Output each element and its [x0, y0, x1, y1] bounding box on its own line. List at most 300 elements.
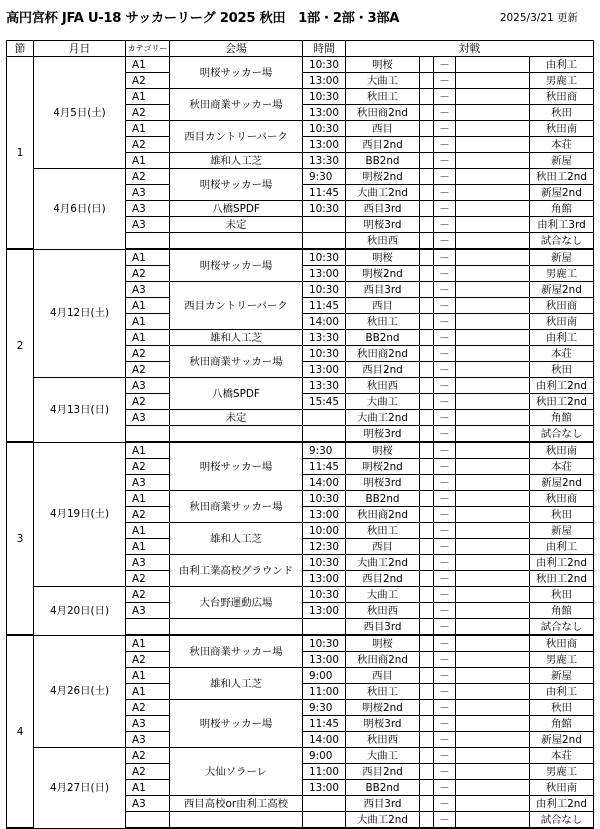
- versus-dash-cell: －: [434, 201, 456, 217]
- versus-dash-cell: －: [434, 282, 456, 298]
- venue-cell: 秋田商業サッカー場: [170, 346, 303, 378]
- versus-dash-cell: －: [434, 410, 456, 426]
- empty-cell: [456, 491, 530, 507]
- empty-cell: [456, 217, 530, 233]
- table-row: [7, 442, 594, 459]
- home-team-cell: 明桜: [346, 57, 420, 73]
- empty-cell: [420, 57, 434, 73]
- table-row: [7, 587, 594, 603]
- venue-cell: 西目高校or由利工高校: [170, 796, 303, 812]
- away-team-cell: 本荘: [530, 346, 594, 362]
- date-cell: 4月20日(日): [34, 587, 126, 636]
- versus-dash-cell: －: [434, 507, 456, 523]
- home-team-cell: 明桜: [346, 442, 420, 459]
- empty-cell: [420, 314, 434, 330]
- category-cell: A3: [126, 378, 170, 394]
- category-cell: A1: [126, 442, 170, 459]
- versus-dash-cell: －: [434, 587, 456, 603]
- versus-dash-cell: －: [434, 491, 456, 507]
- header-time: 時間: [303, 41, 346, 57]
- home-team-cell: 西目3rd: [346, 796, 420, 812]
- empty-cell: [456, 700, 530, 716]
- empty-cell: [420, 507, 434, 523]
- versus-dash-cell: －: [434, 442, 456, 459]
- table-row: [7, 249, 594, 266]
- empty-cell: [420, 217, 434, 233]
- section-cell: 4: [7, 635, 34, 828]
- venue-cell: 西目カントリーパーク: [170, 282, 303, 330]
- section-cell: 1: [7, 57, 34, 250]
- away-team-cell: 新屋: [530, 153, 594, 169]
- category-cell: A1: [126, 539, 170, 555]
- versus-dash-cell: －: [434, 684, 456, 700]
- away-team-cell: 新屋: [530, 249, 594, 266]
- venue-cell: 明桜サッカー場: [170, 249, 303, 282]
- empty-cell: [420, 684, 434, 700]
- category-cell: A3: [126, 716, 170, 732]
- empty-cell: [420, 796, 434, 812]
- home-team-cell: 明桜2nd: [346, 459, 420, 475]
- category-cell: A2: [126, 346, 170, 362]
- versus-dash-cell: －: [434, 603, 456, 619]
- away-team-cell: 秋田商: [530, 635, 594, 652]
- venue-cell: 大台野運動広場: [170, 587, 303, 619]
- venue-cell: 未定: [170, 410, 303, 426]
- versus-dash-cell: －: [434, 346, 456, 362]
- home-team-cell: 西目: [346, 298, 420, 314]
- versus-dash-cell: －: [434, 57, 456, 73]
- home-team-cell: BB2nd: [346, 330, 420, 346]
- time-cell: 9:00: [303, 668, 346, 684]
- category-cell: A1: [126, 491, 170, 507]
- home-team-cell: BB2nd: [346, 153, 420, 169]
- home-team-cell: 明桜3rd: [346, 426, 420, 443]
- versus-dash-cell: －: [434, 796, 456, 812]
- time-cell: 10:30: [303, 57, 346, 73]
- home-team-cell: 秋田商2nd: [346, 652, 420, 668]
- empty-cell: [420, 169, 434, 185]
- home-team-cell: 西目: [346, 668, 420, 684]
- empty-cell: [420, 700, 434, 716]
- category-cell: A1: [126, 57, 170, 73]
- away-team-cell: 秋田: [530, 587, 594, 603]
- away-team-cell: 本荘: [530, 459, 594, 475]
- venue-cell: 雄和人工芝: [170, 668, 303, 700]
- home-team-cell: 大曲工2nd: [346, 812, 420, 829]
- category-cell: A2: [126, 137, 170, 153]
- venue-cell: 雄和人工芝: [170, 330, 303, 346]
- venue-cell: [170, 812, 303, 829]
- time-cell: 9:30: [303, 442, 346, 459]
- empty-cell: [456, 780, 530, 796]
- away-team-cell: 秋田: [530, 700, 594, 716]
- time-cell: 10:00: [303, 523, 346, 539]
- category-cell: A2: [126, 362, 170, 378]
- venue-cell: [170, 619, 303, 636]
- away-team-cell: 秋田工2nd: [530, 571, 594, 587]
- versus-dash-cell: －: [434, 105, 456, 121]
- empty-cell: [456, 201, 530, 217]
- empty-cell: [420, 748, 434, 764]
- time-cell: 14:00: [303, 314, 346, 330]
- versus-dash-cell: －: [434, 314, 456, 330]
- empty-cell: [456, 249, 530, 266]
- empty-cell: [420, 652, 434, 668]
- time-cell: [303, 619, 346, 636]
- versus-dash-cell: －: [434, 732, 456, 748]
- away-team-cell: 試合なし: [530, 233, 594, 250]
- page-title: 高円宮杯 JFA U-18 サッカーリーグ 2025 秋田 1部・2部・3部A: [6, 11, 400, 26]
- home-team-cell: BB2nd: [346, 491, 420, 507]
- category-cell: A3: [126, 555, 170, 571]
- home-team-cell: 秋田工: [346, 523, 420, 539]
- empty-cell: [456, 603, 530, 619]
- empty-cell: [420, 346, 434, 362]
- empty-cell: [456, 73, 530, 89]
- empty-cell: [420, 121, 434, 137]
- time-cell: 10:30: [303, 89, 346, 105]
- home-team-cell: 西目2nd: [346, 137, 420, 153]
- time-cell: 11:45: [303, 716, 346, 732]
- empty-cell: [456, 105, 530, 121]
- empty-cell: [420, 442, 434, 459]
- venue-cell: 大仙ソラーレ: [170, 748, 303, 796]
- empty-cell: [420, 362, 434, 378]
- empty-cell: [420, 410, 434, 426]
- empty-cell: [420, 635, 434, 652]
- empty-cell: [420, 812, 434, 829]
- time-cell: 10:30: [303, 587, 346, 603]
- versus-dash-cell: －: [434, 555, 456, 571]
- empty-cell: [420, 475, 434, 491]
- category-cell: A2: [126, 652, 170, 668]
- home-team-cell: 大曲工2nd: [346, 185, 420, 201]
- home-team-cell: 西目2nd: [346, 571, 420, 587]
- empty-cell: [420, 266, 434, 282]
- time-cell: 10:30: [303, 121, 346, 137]
- category-cell: A2: [126, 507, 170, 523]
- home-team-cell: 秋田商2nd: [346, 346, 420, 362]
- empty-cell: [420, 603, 434, 619]
- time-cell: 11:00: [303, 764, 346, 780]
- versus-dash-cell: －: [434, 668, 456, 684]
- versus-dash-cell: －: [434, 233, 456, 250]
- time-cell: 10:30: [303, 201, 346, 217]
- versus-dash-cell: －: [434, 716, 456, 732]
- empty-cell: [456, 378, 530, 394]
- away-team-cell: 秋田: [530, 507, 594, 523]
- home-team-cell: 秋田西: [346, 603, 420, 619]
- versus-dash-cell: －: [434, 635, 456, 652]
- category-cell: A1: [126, 121, 170, 137]
- away-team-cell: 由利工: [530, 684, 594, 700]
- versus-dash-cell: －: [434, 764, 456, 780]
- date-cell: 4月19日(土): [34, 442, 126, 587]
- time-cell: 13:30: [303, 378, 346, 394]
- header-section: 節: [7, 41, 34, 57]
- away-team-cell: 角館: [530, 201, 594, 217]
- away-team-cell: 秋田商: [530, 89, 594, 105]
- header-date: 月日: [34, 41, 126, 57]
- away-team-cell: 男鹿工: [530, 266, 594, 282]
- empty-cell: [420, 89, 434, 105]
- category-cell: A1: [126, 89, 170, 105]
- versus-dash-cell: －: [434, 652, 456, 668]
- time-cell: 13:00: [303, 507, 346, 523]
- versus-dash-cell: －: [434, 298, 456, 314]
- home-team-cell: 秋田工: [346, 89, 420, 105]
- category-cell: [126, 619, 170, 636]
- category-cell: A2: [126, 266, 170, 282]
- versus-dash-cell: －: [434, 185, 456, 201]
- empty-cell: [420, 426, 434, 443]
- home-team-cell: 明桜: [346, 249, 420, 266]
- away-team-cell: 由利工3rd: [530, 217, 594, 233]
- venue-cell: 明桜サッカー場: [170, 442, 303, 491]
- time-cell: 11:45: [303, 459, 346, 475]
- away-team-cell: 秋田南: [530, 442, 594, 459]
- time-cell: 13:00: [303, 571, 346, 587]
- category-cell: A3: [126, 185, 170, 201]
- empty-cell: [456, 362, 530, 378]
- time-cell: 13:00: [303, 362, 346, 378]
- empty-cell: [456, 796, 530, 812]
- venue-cell: 秋田商業サッカー場: [170, 491, 303, 523]
- versus-dash-cell: －: [434, 330, 456, 346]
- away-team-cell: 由利工2nd: [530, 378, 594, 394]
- category-cell: A1: [126, 249, 170, 266]
- category-cell: A1: [126, 523, 170, 539]
- empty-cell: [456, 137, 530, 153]
- home-team-cell: 明桜: [346, 635, 420, 652]
- away-team-cell: 試合なし: [530, 426, 594, 443]
- time-cell: 12:30: [303, 539, 346, 555]
- time-cell: 10:30: [303, 491, 346, 507]
- versus-dash-cell: －: [434, 121, 456, 137]
- home-team-cell: 明桜2nd: [346, 169, 420, 185]
- home-team-cell: 秋田商2nd: [346, 507, 420, 523]
- home-team-cell: 西目3rd: [346, 201, 420, 217]
- category-cell: [126, 426, 170, 443]
- away-team-cell: 試合なし: [530, 812, 594, 829]
- venue-cell: 西目カントリーパーク: [170, 121, 303, 153]
- empty-cell: [456, 539, 530, 555]
- time-cell: 14:00: [303, 475, 346, 491]
- empty-cell: [456, 298, 530, 314]
- versus-dash-cell: －: [434, 137, 456, 153]
- empty-cell: [420, 137, 434, 153]
- home-team-cell: 西目: [346, 121, 420, 137]
- empty-cell: [456, 346, 530, 362]
- empty-cell: [456, 121, 530, 137]
- empty-cell: [456, 282, 530, 298]
- empty-cell: [456, 668, 530, 684]
- empty-cell: [456, 635, 530, 652]
- away-team-cell: 秋田南: [530, 314, 594, 330]
- time-cell: 13:30: [303, 330, 346, 346]
- empty-cell: [420, 491, 434, 507]
- empty-cell: [420, 330, 434, 346]
- away-team-cell: 試合なし: [530, 619, 594, 636]
- category-cell: A2: [126, 169, 170, 185]
- empty-cell: [456, 555, 530, 571]
- empty-cell: [456, 314, 530, 330]
- versus-dash-cell: －: [434, 475, 456, 491]
- empty-cell: [420, 282, 434, 298]
- empty-cell: [456, 185, 530, 201]
- empty-cell: [456, 716, 530, 732]
- away-team-cell: 秋田工2nd: [530, 394, 594, 410]
- versus-dash-cell: －: [434, 169, 456, 185]
- time-cell: [303, 217, 346, 233]
- away-team-cell: 由利工: [530, 57, 594, 73]
- empty-cell: [420, 764, 434, 780]
- empty-cell: [456, 764, 530, 780]
- empty-cell: [456, 459, 530, 475]
- section-cell: 2: [7, 249, 34, 442]
- time-cell: [303, 796, 346, 812]
- empty-cell: [420, 378, 434, 394]
- empty-cell: [456, 507, 530, 523]
- empty-cell: [420, 298, 434, 314]
- time-cell: 10:30: [303, 249, 346, 266]
- table-row: [7, 748, 594, 764]
- empty-cell: [456, 812, 530, 829]
- time-cell: 13:00: [303, 137, 346, 153]
- time-cell: 10:30: [303, 635, 346, 652]
- home-team-cell: 大曲工2nd: [346, 410, 420, 426]
- home-team-cell: 西目: [346, 539, 420, 555]
- versus-dash-cell: －: [434, 812, 456, 829]
- home-team-cell: 秋田工: [346, 314, 420, 330]
- time-cell: [303, 426, 346, 443]
- time-cell: 13:00: [303, 603, 346, 619]
- venue-cell: 秋田商業サッカー場: [170, 635, 303, 668]
- venue-cell: 雄和人工芝: [170, 523, 303, 555]
- empty-cell: [420, 539, 434, 555]
- empty-cell: [420, 523, 434, 539]
- empty-cell: [420, 153, 434, 169]
- schedule-body: [7, 57, 594, 829]
- table-row: [7, 169, 594, 185]
- category-cell: A3: [126, 201, 170, 217]
- empty-cell: [456, 619, 530, 636]
- empty-cell: [420, 732, 434, 748]
- empty-cell: [456, 410, 530, 426]
- away-team-cell: 新屋2nd: [530, 732, 594, 748]
- empty-cell: [420, 555, 434, 571]
- versus-dash-cell: －: [434, 153, 456, 169]
- time-cell: 10:30: [303, 282, 346, 298]
- venue-cell: 雄和人工芝: [170, 153, 303, 169]
- empty-cell: [420, 459, 434, 475]
- empty-cell: [456, 89, 530, 105]
- empty-cell: [420, 105, 434, 121]
- versus-dash-cell: －: [434, 362, 456, 378]
- time-cell: 9:00: [303, 748, 346, 764]
- away-team-cell: 秋田商: [530, 298, 594, 314]
- venue-cell: 明桜サッカー場: [170, 700, 303, 748]
- away-team-cell: 本荘: [530, 137, 594, 153]
- category-cell: [126, 812, 170, 829]
- venue-cell: 八橋SPDF: [170, 378, 303, 410]
- header-venue: 会場: [170, 41, 303, 57]
- table-row: [7, 378, 594, 394]
- away-team-cell: 新屋2nd: [530, 185, 594, 201]
- empty-cell: [456, 652, 530, 668]
- home-team-cell: 明桜2nd: [346, 266, 420, 282]
- empty-cell: [420, 716, 434, 732]
- away-team-cell: 由利工2nd: [530, 555, 594, 571]
- time-cell: 13:00: [303, 266, 346, 282]
- time-cell: 15:45: [303, 394, 346, 410]
- home-team-cell: 明桜3rd: [346, 716, 420, 732]
- home-team-cell: 明桜3rd: [346, 475, 420, 491]
- time-cell: [303, 233, 346, 250]
- time-cell: 10:30: [303, 555, 346, 571]
- time-cell: 13:00: [303, 73, 346, 89]
- away-team-cell: 角館: [530, 716, 594, 732]
- category-cell: A3: [126, 217, 170, 233]
- category-cell: A3: [126, 282, 170, 298]
- home-team-cell: 秋田西: [346, 378, 420, 394]
- versus-dash-cell: －: [434, 73, 456, 89]
- time-cell: 10:30: [303, 346, 346, 362]
- category-cell: A1: [126, 668, 170, 684]
- time-cell: 13:00: [303, 105, 346, 121]
- venue-cell: 秋田商業サッカー場: [170, 89, 303, 121]
- away-team-cell: 秋田: [530, 105, 594, 121]
- venue-cell: [170, 426, 303, 443]
- category-cell: [126, 233, 170, 250]
- empty-cell: [456, 684, 530, 700]
- versus-dash-cell: －: [434, 378, 456, 394]
- away-team-cell: 秋田南: [530, 121, 594, 137]
- category-cell: A3: [126, 603, 170, 619]
- date-cell: 4月27日(日): [34, 748, 126, 829]
- category-cell: A1: [126, 314, 170, 330]
- category-cell: A2: [126, 394, 170, 410]
- away-team-cell: 新屋: [530, 523, 594, 539]
- empty-cell: [456, 394, 530, 410]
- away-team-cell: 男鹿工: [530, 73, 594, 89]
- category-cell: A2: [126, 459, 170, 475]
- away-team-cell: 新屋2nd: [530, 475, 594, 491]
- home-team-cell: 秋田西: [346, 233, 420, 250]
- empty-cell: [456, 169, 530, 185]
- empty-cell: [456, 153, 530, 169]
- empty-cell: [420, 233, 434, 250]
- time-cell: 9:30: [303, 700, 346, 716]
- away-team-cell: 由利工2nd: [530, 796, 594, 812]
- versus-dash-cell: －: [434, 394, 456, 410]
- updated-date: 2025/3/21 更新: [499, 12, 578, 24]
- empty-cell: [420, 587, 434, 603]
- empty-cell: [456, 571, 530, 587]
- section-cell: 3: [7, 442, 34, 635]
- home-team-cell: 明桜3rd: [346, 217, 420, 233]
- versus-dash-cell: －: [434, 459, 456, 475]
- empty-cell: [456, 732, 530, 748]
- schedule-table: [6, 40, 594, 829]
- empty-cell: [420, 668, 434, 684]
- away-team-cell: 秋田南: [530, 780, 594, 796]
- empty-cell: [456, 426, 530, 443]
- home-team-cell: 西目3rd: [346, 282, 420, 298]
- away-team-cell: 新屋2nd: [530, 282, 594, 298]
- away-team-cell: 秋田工2nd: [530, 169, 594, 185]
- category-cell: A2: [126, 587, 170, 603]
